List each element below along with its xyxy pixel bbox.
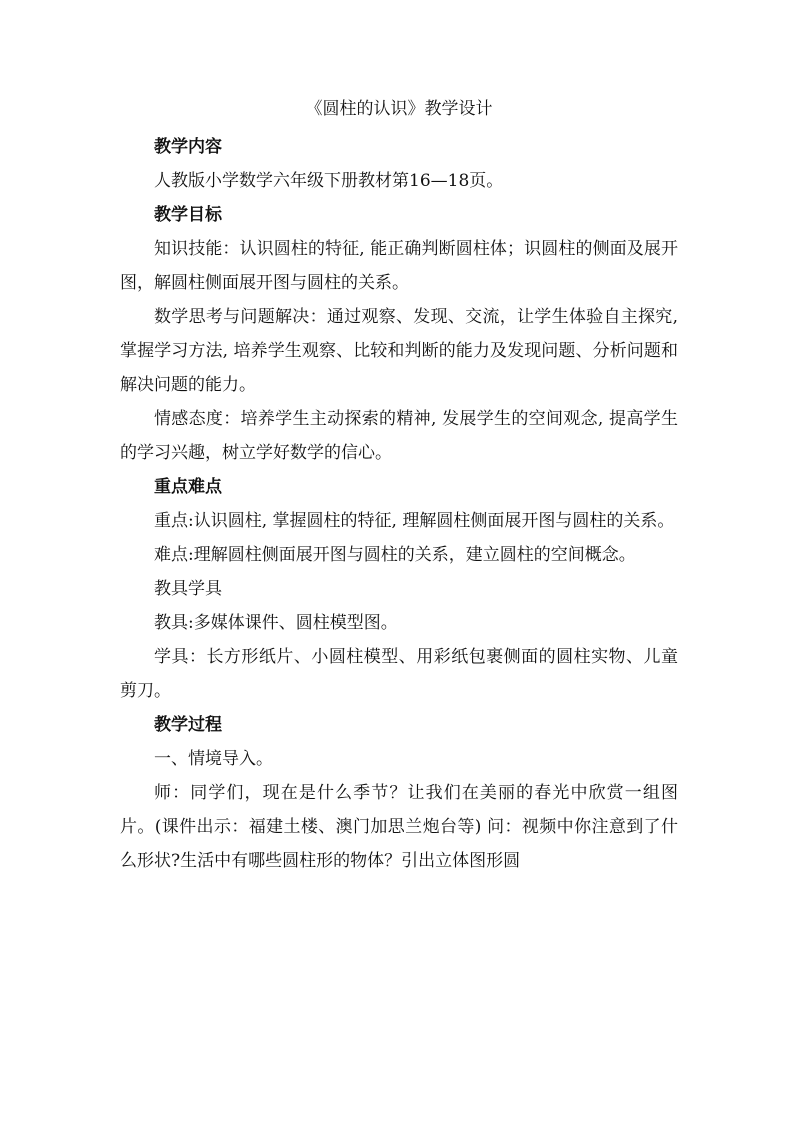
paragraph-tools-student: 学具：长方形纸片、小圆柱模型、用彩纸包裹侧面的圆柱实物、儿童剪刀。 [120,647,678,701]
heading-key-points: 重点难点 [154,477,222,497]
paragraph-tools-teacher: 教具:多媒体课件、圆柱模型图。 [154,613,398,633]
paragraph-key-point: 重点:认识圆柱, 掌握圆柱的特征, 理解圆柱侧面展开图与圆柱的关系。 [154,511,675,531]
paragraph-step-1-text: 师：同学们，现在是什么季节？让我们在美丽的春光中欣赏一组图片。(课件出示：福建土楼、澳门加思兰炮台等) 问：视频中你注意到了什么形状?生活中有哪些圆柱形的物体？引出立体图形圆 [120,783,678,871]
paragraph-teaching-content: 人教版小学数学六年级下册教材第16—18页。 [154,171,504,191]
paragraph-goal-thinking: 数学思考与问题解决：通过观察、发现、交流，让学生体验自主探究, 掌握学习方法, 培养学生观察、比较和判断的能力及发现问题、分析问题和解决问题的能力。 [120,307,678,395]
paragraph-goal-attitude: 情感态度：培养学生主动探索的精神, 发展学生的空间观念, 提高学生的学习兴趣，树立学好数学的信心。 [120,409,678,463]
document-title: 《圆柱的认识》教学设计 [305,99,493,119]
heading-teaching-process: 教学过程 [154,715,222,735]
heading-teaching-goals: 教学目标 [154,205,222,225]
heading-tools: 教具学具 [154,579,222,599]
heading-teaching-content: 教学内容 [154,137,222,157]
document-body [120,92,678,878]
paragraph-difficulty: 难点:理解圆柱侧面展开图与圆柱的关系，建立圆柱的空间概念。 [154,545,636,565]
paragraph-step-1: 一、情境导入。 [154,749,273,769]
paragraph-goal-knowledge: 知识技能：认识圆柱的特征, 能正确判断圆柱体；识圆柱的侧面及展开图，解圆柱侧面展开图与圆柱的关系。 [120,239,678,293]
